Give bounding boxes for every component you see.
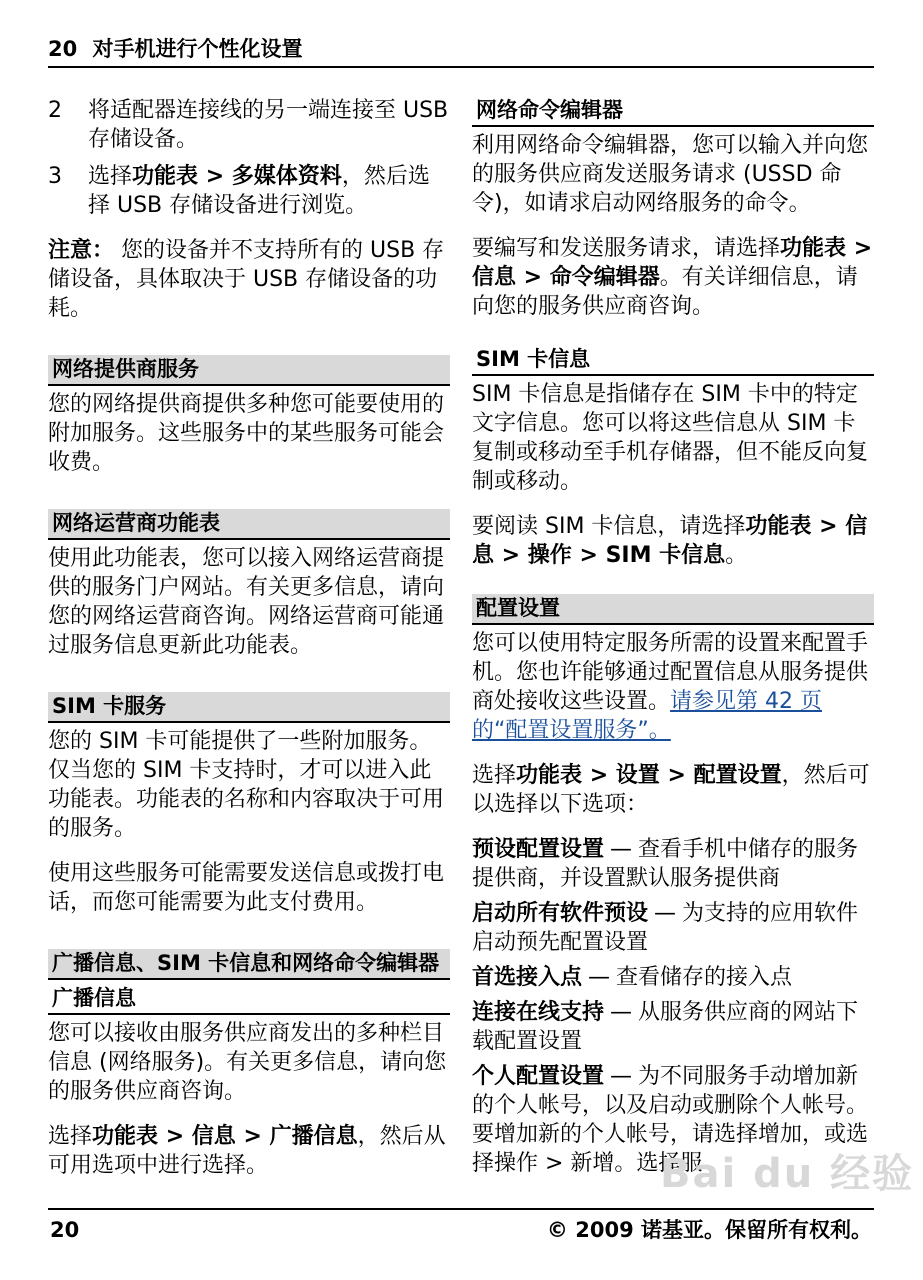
step-2 <box>48 96 450 154</box>
section-sim-services <box>48 692 450 917</box>
section-broadcast-sim-ussd <box>48 949 450 1180</box>
step-text: 选择功能表 > 多媒体资料，然后选择 USB 存储设备进行浏览。 <box>88 164 430 218</box>
baidu-watermark: Bai du 经验 <box>660 1151 915 1197</box>
menu-path-gallery: 多媒体资料 <box>231 164 342 189</box>
option-item: 预设配置设置 — 查看手机中储存的服务提供商，并设置默认服务提供商 <box>472 837 859 891</box>
option-term: 连接在线支持 <box>472 1000 605 1025</box>
option-item: 启动所有软件预设 — 为支持的应用软件启动预先配置设置 <box>472 901 859 955</box>
section-title: 网络运营商功能表 <box>48 509 450 540</box>
section-body: 您可以接收由服务供应商发出的多种栏目信息 (网络服务)。有关更多信息，请向您的服务供应商咨询。 <box>48 1021 447 1104</box>
step-number: 3 <box>48 164 62 189</box>
menu-path-paragraph: 选择功能表 > 设置 > 配置设置，然后可以选择以下选项： <box>472 763 870 817</box>
right-column <box>472 96 874 1184</box>
section-ussd-editor <box>472 96 874 321</box>
option-desc: 查看手机中储存的服务提供商，并设置默认服务提供商 <box>472 837 859 891</box>
menu-path-paragraph: 要阅读 SIM 卡信息，请选择功能表 > 信息 > 操作 > SIM 卡信息。 <box>472 514 868 568</box>
step-number: 2 <box>48 98 62 123</box>
option-desc: 查看储存的接入点 <box>616 965 793 990</box>
subsection-title: 网络命令编辑器 <box>472 96 874 127</box>
option-item: 连接在线支持 — 从服务供应商的网站下载配置设置 <box>472 1000 859 1054</box>
section-sim-messages <box>472 345 874 570</box>
step-text: 将适配器连接线的另一端连接至 USB 存储设备。 <box>88 98 449 152</box>
option-term: 预设配置设置 <box>472 837 605 862</box>
note-label: 注意： <box>48 238 115 263</box>
option-term: 首选接入点 <box>472 965 583 990</box>
option-item: 个人配置设置 — 为不同服务手动增加新的个人帐号，以及启动或删除个人帐号。要增加新的个人帐号，请选择增加，或选择操作 > 新增。选择服 <box>472 1064 869 1176</box>
section-title: 配置设置 <box>472 594 874 625</box>
section-operator-menu <box>48 509 450 660</box>
header-page-number: 20 <box>48 37 78 61</box>
section-title: 广播信息、SIM 卡信息和网络命令编辑器 <box>48 949 450 980</box>
footer-copyright: © 2009 诺基亚。保留所有权利。 <box>546 1218 872 1242</box>
section-body: 您的网络提供商提供多种您可能要使用的附加服务。这些服务中的某些服务可能会收费。 <box>48 392 445 475</box>
subsection-title: SIM 卡信息 <box>472 345 874 376</box>
section-title: 网络提供商服务 <box>48 355 450 386</box>
section-body: SIM 卡信息是指储存在 SIM 卡中的特定文字信息。您可以将这些信息从 SIM 卡复制或移动至手机存储器，但不能反向复制或移动。 <box>472 382 869 494</box>
menu-path-paragraph: 选择功能表 > 信息 > 广播信息，然后从可用选项中进行选择。 <box>48 1124 446 1178</box>
subsection-title: 广播信息 <box>48 984 450 1015</box>
section-body: 您可以使用特定服务所需的设置来配置手机。您也许能够通过配置信息从服务提供商处接收这些设置。请参见第 42 页的“配置设置服务”。 <box>472 631 869 743</box>
section-body: 使用此功能表，您可以接入网络运营商提供的服务门户网站。有关更多信息，请向您的网络运营商咨询。网络运营商可能通过服务信息更新此功能表。 <box>48 546 445 658</box>
header-chapter-title: 对手机进行个性化设置 <box>92 37 303 61</box>
note-paragraph: 注意： 您的设备并不支持所有的 USB 存储设备，具体取决于 USB 存储设备的功耗。 <box>48 238 445 321</box>
menu-path-paragraph: 要编写和发送服务请求，请选择功能表 > 信息 > 命令编辑器。有关详细信息，请向您的服务供应商咨询。 <box>472 236 873 319</box>
section-body: 您的 SIM 卡可能提供了一些附加服务。仅当您的 SIM 卡支持时，才可以进入此功能表。功能表的名称和内容取决于可用的服务。 <box>48 729 445 841</box>
option-desc: 为支持的应用软件启动预先配置设置 <box>472 901 859 955</box>
section-network-provider-services <box>48 355 450 477</box>
page-footer <box>48 1208 874 1250</box>
page-header <box>48 36 874 68</box>
option-term: 启动所有软件预设 <box>472 901 649 926</box>
section-configuration <box>472 594 874 1178</box>
section-body: 使用这些服务可能需要发送信息或拨打电话，而您可能需要为此支付费用。 <box>48 861 445 915</box>
section-title: SIM 卡服务 <box>48 692 450 723</box>
step-3 <box>48 162 450 220</box>
config-service-link[interactable]: 请参见第 42 页的“配置设置服务”。 <box>472 689 822 743</box>
option-term: 个人配置设置 <box>472 1064 605 1089</box>
option-desc: 为不同服务手动增加新的个人帐号，以及启动或删除个人帐号。要增加新的个人帐号，请选择增加，或选择操作 > 新增。选择服 <box>472 1064 869 1176</box>
left-column <box>48 96 450 1196</box>
menu-path-functions: 功能表 <box>132 164 199 189</box>
section-body: 利用网络命令编辑器，您可以输入并向您的服务供应商发送服务请求 (USSD 命令)，如请求启动网络服务的命令。 <box>472 133 869 216</box>
option-item: 首选接入点 — 查看储存的接入点 <box>472 965 793 990</box>
footer-page-number: 20 <box>50 1218 80 1242</box>
option-desc: 从服务供应商的网站下载配置设置 <box>472 1000 859 1054</box>
